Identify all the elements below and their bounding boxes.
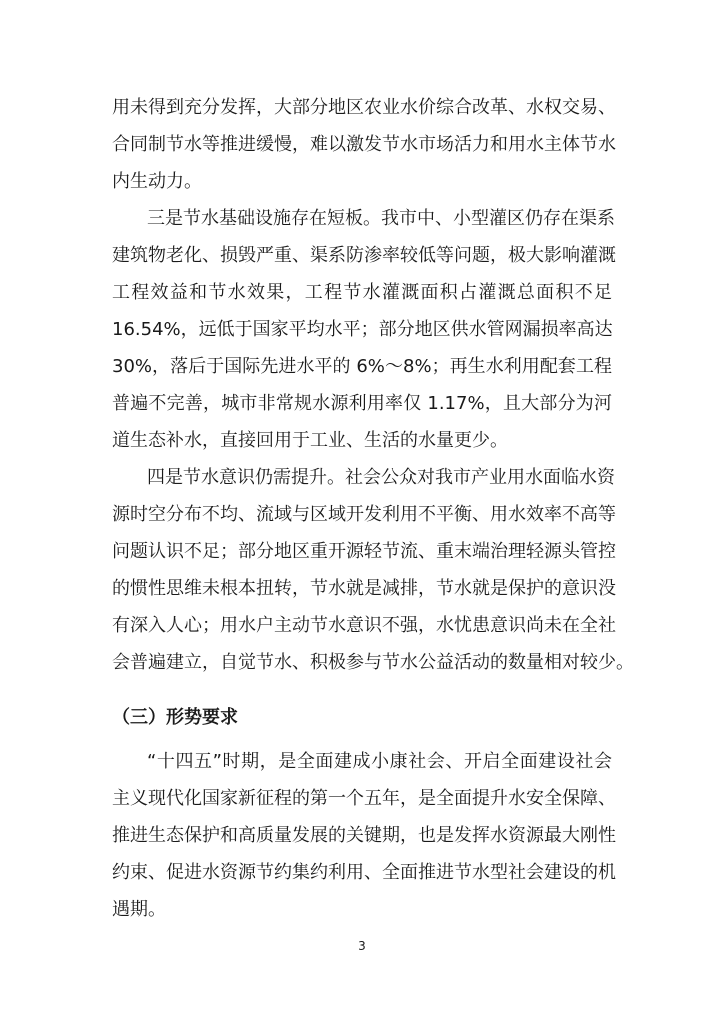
text-line: 合同制节水等推进缓慢，难以激发节水市场活力和用水主体节水 bbox=[112, 134, 616, 155]
text-line: 三是节水基础设施存在短板。我市中、小型灌区仍存在渠系 bbox=[147, 208, 615, 229]
page-number: 3 bbox=[358, 939, 366, 953]
text-line: 源时空分布不均、流域与区域开发利用不平衡、用水效率不高等 bbox=[112, 504, 616, 525]
text-line: 会普遍建立，自觉节水、积极参与节水公益活动的数量相对较少。 bbox=[112, 652, 634, 673]
text-line: 道生态补水，直接回用于工业、生活的水量更少。 bbox=[112, 430, 508, 451]
section-heading: （三）形势要求 bbox=[112, 707, 238, 728]
text-line: 16.54%，远低于国家平均水平；部分地区供水管网漏损率高达 bbox=[112, 319, 613, 340]
text-line: 用未得到充分发挥，大部分地区农业水价综合改革、水权交易、 bbox=[112, 97, 616, 118]
text-line: 建筑物老化、损毁严重、渠系防渗率较低等问题，极大影响灌溉 bbox=[112, 245, 616, 266]
text-line: 问题认识不足；部分地区重开源轻节流、重末端治理轻源头管控 bbox=[112, 541, 616, 562]
text-line: 内生动力。 bbox=[112, 171, 202, 192]
text-line: 推进生态保护和高质量发展的关键期，也是发挥水资源最大刚性 bbox=[112, 825, 616, 846]
text-line: 的惯性思维未根本扭转，节水就是减排，节水就是保护的意识没 bbox=[112, 578, 616, 599]
text-line: 遇期。 bbox=[112, 899, 166, 920]
text-line: 工程效益和节水效果，工程节水灌溉面积占灌溉总面积不足 bbox=[112, 282, 612, 303]
text-line: 约束、促进水资源节约集约利用、全面推进节水型社会建设的机 bbox=[112, 862, 616, 883]
text-line: 有深入人心；用水户主动节水意识不强，水忧患意识尚未在全社 bbox=[112, 615, 616, 636]
text-line: 普遍不完善，城市非常规水源利用率仅 1.17%，且大部分为河 bbox=[112, 393, 612, 414]
text-line: “十四五”时期，是全面建成小康社会、开启全面建设社会 bbox=[147, 751, 612, 772]
text-line: 主义现代化国家新征程的第一个五年，是全面提升水安全保障、 bbox=[112, 788, 616, 809]
text-line: 30%，落后于国际先进水平的 6%～8%；再生水利用配套工程 bbox=[112, 356, 612, 377]
text-line: 四是节水意识仍需提升。社会公众对我市产业用水面临水资 bbox=[147, 467, 615, 488]
